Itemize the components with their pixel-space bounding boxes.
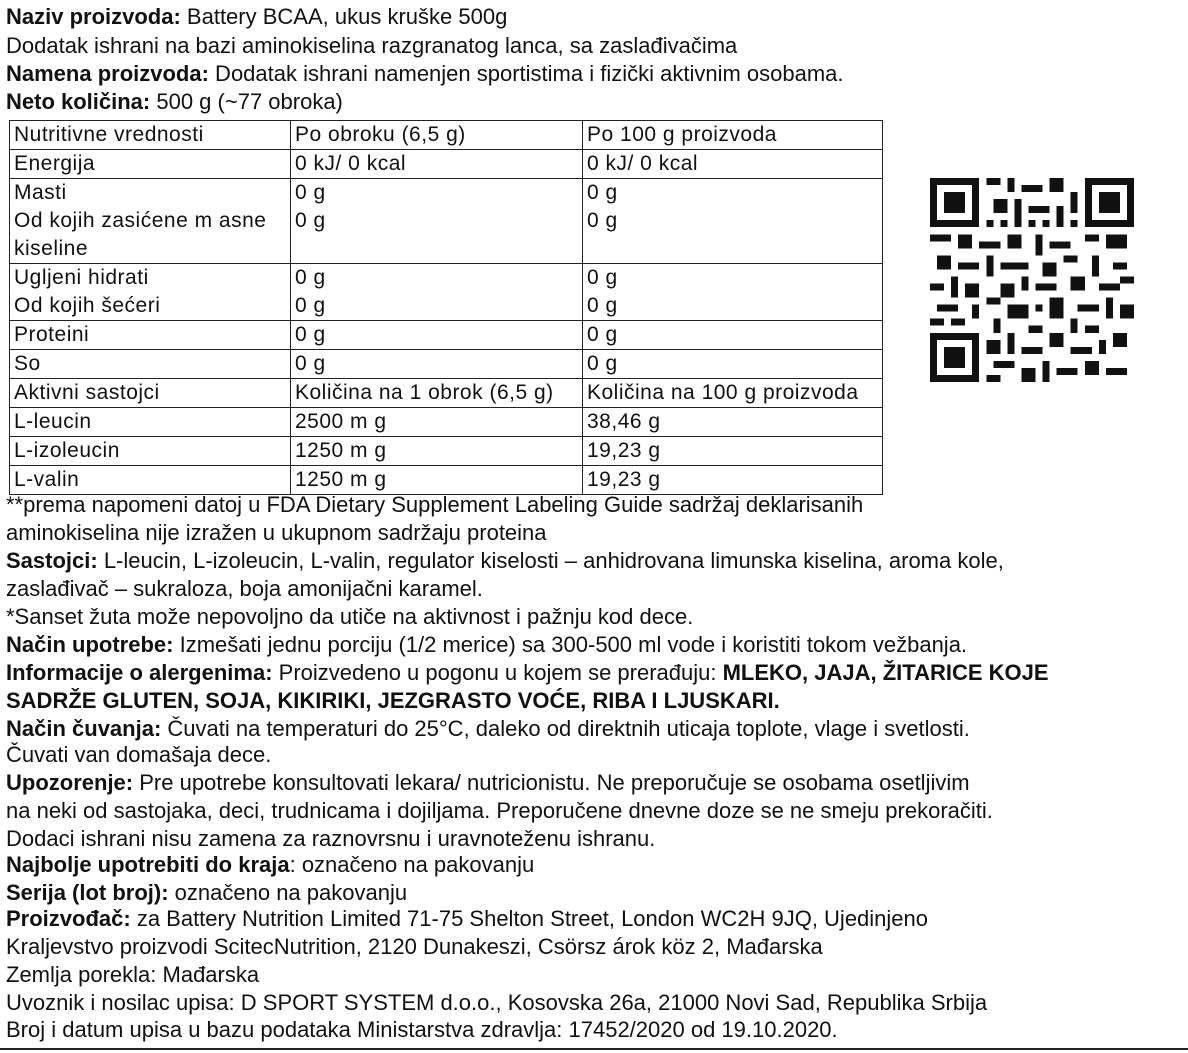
table-cell: 0 kJ/ 0 kcal (291, 150, 583, 179)
table-cell: 0 g (583, 350, 883, 379)
manufacturer-line (6, 905, 928, 933)
quantity-label: Neto količina: (6, 89, 151, 114)
table-row (10, 350, 883, 379)
table-cell: So (10, 350, 291, 379)
manufacturer-value: za Battery Nutrition Limited 71-75 Shelton Street, London WC2H 9JQ, Ujedinjeno (130, 906, 929, 931)
warning-label: Upozorenje: (6, 770, 134, 795)
table-cell (291, 264, 583, 321)
sugar-100g: 0 g (587, 294, 618, 317)
sugar-serving: 0 g (295, 294, 326, 317)
best-before-line (6, 851, 534, 879)
storage-line (6, 715, 970, 743)
lot-line (6, 879, 407, 907)
fat-100g: 0 g (587, 181, 618, 204)
table-cell: L-valin (10, 466, 291, 495)
fda-note-line-2: aminokiselina nije izražen u ukupnom sadržaju proteina (6, 520, 547, 545)
saturated-serving: 0 g (295, 209, 326, 232)
table-cell (10, 179, 291, 264)
product-name-label: Naziv proizvoda: (6, 4, 181, 29)
table-cell: 0 kJ/ 0 kcal (583, 150, 883, 179)
product-description: Dodatak ishrani na bazi aminokiselina razgranatog lanca, sa zaslađivačima (6, 33, 738, 58)
saturated-100g: 0 g (587, 209, 618, 232)
table-row (10, 179, 883, 264)
storage-value: Čuvati na temperaturi do 25°C, daleko od direktnih uticaja toplote, vlage i svetlosti. (161, 716, 970, 741)
table-row (10, 150, 883, 179)
warning-line-2: na neki od sastojaka, deci, trudnicama i dojiljama. Preporučene dnevne doze se ne smeju prekoračiti. (6, 798, 993, 823)
ingredients-value: L-leucin, L-izoleucin, L-valin, regulator kiselosti – anhidrovana limunska kiselina, aroma kole, (97, 548, 1004, 573)
table-cell: L-izoleucin (10, 437, 291, 466)
table-cell: L-leucin (10, 408, 291, 437)
table-cell: Energija (10, 150, 291, 179)
product-name-value: Battery BCAA, ukus kruške 500g (180, 4, 508, 29)
manufacturer-line-2: Kraljevstvo proizvodi ScitecNutrition, 2120 Dunakeszi, Csörsz árok köz 2, Mađarska (6, 934, 823, 959)
bottom-rule (0, 1048, 1188, 1050)
usage-line (6, 631, 967, 659)
fat-label: Masti (14, 181, 67, 204)
qr-code-icon[interactable] (930, 178, 1134, 382)
table-cell: 1250 m g (291, 466, 583, 495)
warning-value: Pre upotrebe konsultovati lekara/ nutricionistu. Ne preporučuje se osobama osetljivim (133, 770, 970, 795)
table-cell (10, 264, 291, 321)
usage-label: Način upotrebe: (6, 632, 174, 657)
ingredients-line (6, 547, 1004, 575)
table-row (10, 379, 883, 408)
warning-line-3: Dodaci ishrani nisu zamena za raznovrsnu i uravnoteženu ishranu. (6, 826, 656, 851)
carbs-label: Ugljeni hidrati (14, 266, 149, 289)
table-cell: 2500 m g (291, 408, 583, 437)
fda-note-line-1: **prema napomeni datoj u FDA Dietary Supplement Labeling Guide sadržaj deklarisanih (6, 492, 864, 517)
table-row (10, 264, 883, 321)
storage-label: Način čuvanja: (6, 716, 162, 741)
table-cell: Po 100 g proizvoda (583, 121, 883, 150)
table-cell: Nutritivne vrednosti (10, 121, 291, 150)
storage-line-2: Čuvati van domašaja dece. (6, 742, 272, 767)
table-cell: 19,23 g (583, 437, 883, 466)
sugar-label: Od kojih šećeri (14, 294, 161, 317)
table-cell (583, 264, 883, 321)
sunset-note: *Sanset žuta može nepovoljno da utiče na aktivnost i pažnju kod dece. (6, 604, 694, 629)
registration-line: Broj i datum upisa u bazu podataka Ministarstva zdravlja: 17452/2020 od 19.10.2020. (6, 1017, 838, 1042)
importer-line: Uvoznik i nosilac upisa: D SPORT SYSTEM d.o.o., Kosovska 26a, 21000 Novi Sad, Republika Srbija (6, 990, 988, 1015)
purpose-line (6, 60, 844, 88)
table-cell: 0 g (583, 321, 883, 350)
lot-value: označeno na pakovanju (168, 880, 408, 905)
usage-value: Izmešati jednu porciju (1/2 merice) sa 300-500 ml vode i koristiti tokom vežbanja. (173, 632, 968, 657)
product-name-line (6, 3, 507, 31)
table-cell: Proteini (10, 321, 291, 350)
carbs-serving: 0 g (295, 266, 326, 289)
allergen-list-2: SADRŽE GLUTEN, SOJA, KIKIRIKI, JEZGRASTO VOĆE, RIBA I LJUSKARI. (6, 688, 780, 713)
allergen-value: Proizvedeno u pogonu u kojem se prerađuju: (272, 660, 723, 685)
saturated-label: Od kojih zasićene m asne (14, 209, 267, 232)
warning-line (6, 769, 970, 797)
table-cell: Po obroku (6,5 g) (291, 121, 583, 150)
best-before-value: : označeno na pakovanju (289, 852, 535, 877)
saturated-label-cont: kiseline (14, 237, 89, 260)
table-cell: Količina na 1 obrok (6,5 g) (291, 379, 583, 408)
ingredients-line-2: zaslađivač – sukraloza, boja amonijačni karamel. (6, 576, 483, 601)
lot-label: Serija (lot broj): (6, 880, 169, 905)
table-cell: 0 g (291, 350, 583, 379)
table-cell: 38,46 g (583, 408, 883, 437)
ingredients-label: Sastojci: (6, 548, 98, 573)
carbs-100g: 0 g (587, 266, 618, 289)
purpose-label: Namena proizvoda: (6, 61, 209, 86)
quantity-value: 500 g (~77 obroka) (150, 89, 343, 114)
allergen-list: MLEKO, JAJA, ŽITARICE KOJE (722, 660, 1049, 685)
table-cell: Količina na 100 g proizvoda (583, 379, 883, 408)
table-cell (583, 179, 883, 264)
fat-serving: 0 g (295, 181, 326, 204)
manufacturer-label: Proizvođač: (6, 906, 131, 931)
purpose-value: Dodatak ishrani namenjen sportistima i fizički aktivnim osobama. (208, 61, 844, 86)
table-cell (291, 179, 583, 264)
table-row (10, 437, 883, 466)
table-cell: 19,23 g (583, 466, 883, 495)
table-row (10, 121, 883, 150)
table-cell: 0 g (291, 321, 583, 350)
origin-line: Zemlja porekla: Mađarska (6, 962, 260, 987)
table-cell: Aktivni sastojci (10, 379, 291, 408)
allergen-line (6, 659, 1049, 687)
quantity-line (6, 88, 343, 116)
table-cell: 1250 m g (291, 437, 583, 466)
nutrition-table (9, 120, 883, 495)
table-row (10, 408, 883, 437)
table-row (10, 321, 883, 350)
allergen-label: Informacije o alergenima: (6, 660, 273, 685)
best-before-label: Najbolje upotrebiti do kraja (6, 852, 290, 877)
